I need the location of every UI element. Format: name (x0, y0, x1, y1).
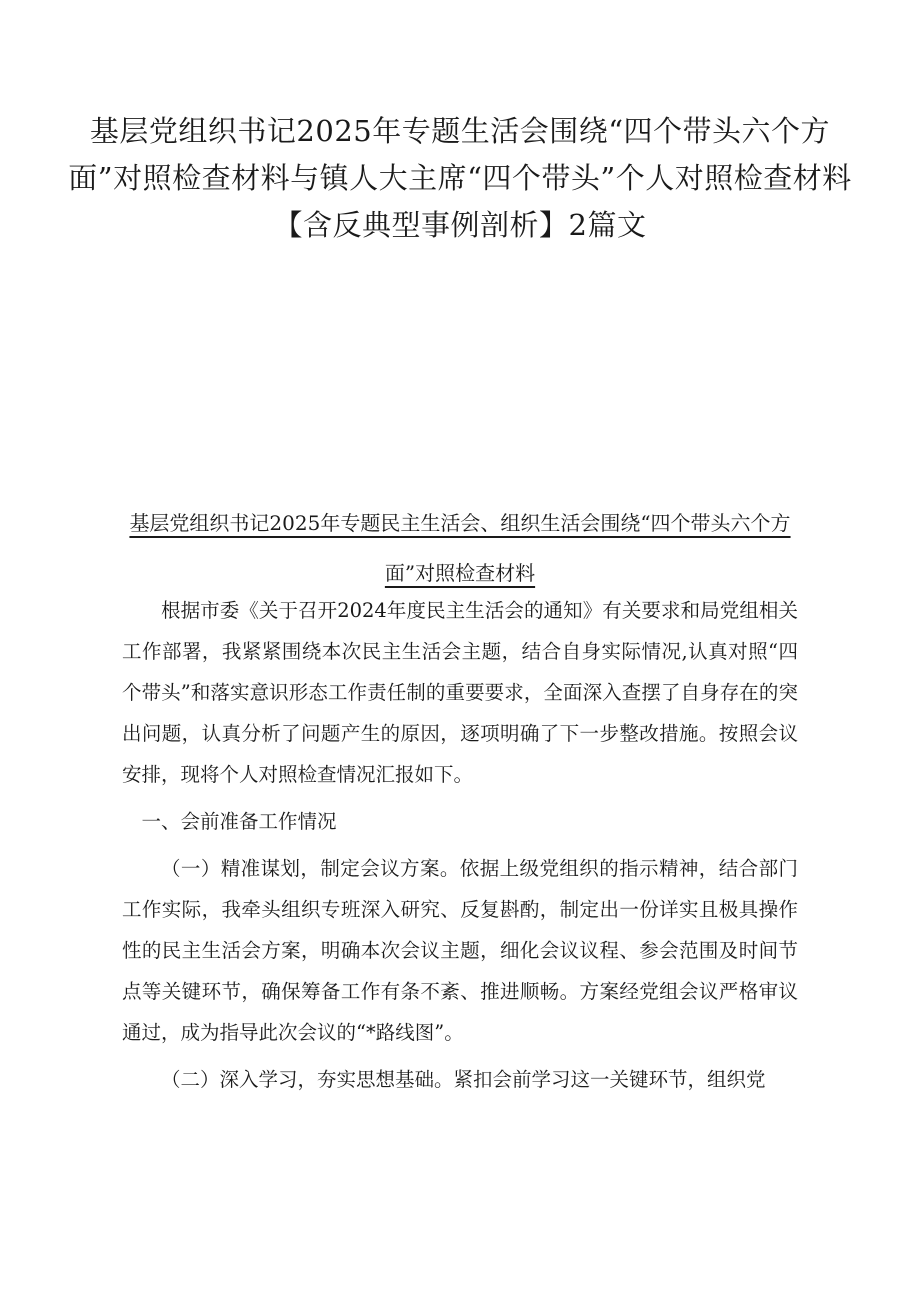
document-main-title: 基层党组织书记2025年专题生活会围绕“四个带头六个方面”对照检查材料与镇人大主席“四个带头”个人对照检查材料【含反典型事例剖析】2篇文 (68, 114, 852, 242)
document-body (122, 590, 798, 1106)
intro-paragraph: 根据市委《关于召开2024年度民主生活会的通知》有关要求和局党组相关工作部署，我紧紧围绕本次民主生活会主题，结合自身实际情况,认真对照“四个带头”和落实意识形态工作责任制的重要要求，全面深入查摆了自身存在的突出问题，认真分析了问题产生的原因，逐项明确了下一步整改措施。按照会议安排，现将个人对照检查情况汇报如下。 (122, 599, 798, 786)
paragraph: （二）深入学习，夯实思想基础。紧扣会前学习这一关键环节，组织党 (161, 1068, 766, 1091)
section-heading: 一、会前准备工作情况 (141, 810, 337, 833)
paragraph: （一）精准谋划，制定会议方案。依据上级党组织的指示精神，结合部门工作实际，我牵头组织专班深入研究、反复斟酌，制定出一份详实且极具操作性的民主生活会方案，明确本次会议主题，细化会议议程、参会范围及时间节点等关键环节，确保筹备工作有条不紊、推进顺畅。方案经党组会议严格审议通过，成为指导此次会议的“*路线图”。 (122, 857, 798, 1044)
section-title: 基层党组织书记2025年专题民主生活会、组织生活会围绕“四个带头六个方面”对照检查材料 (129, 511, 791, 585)
